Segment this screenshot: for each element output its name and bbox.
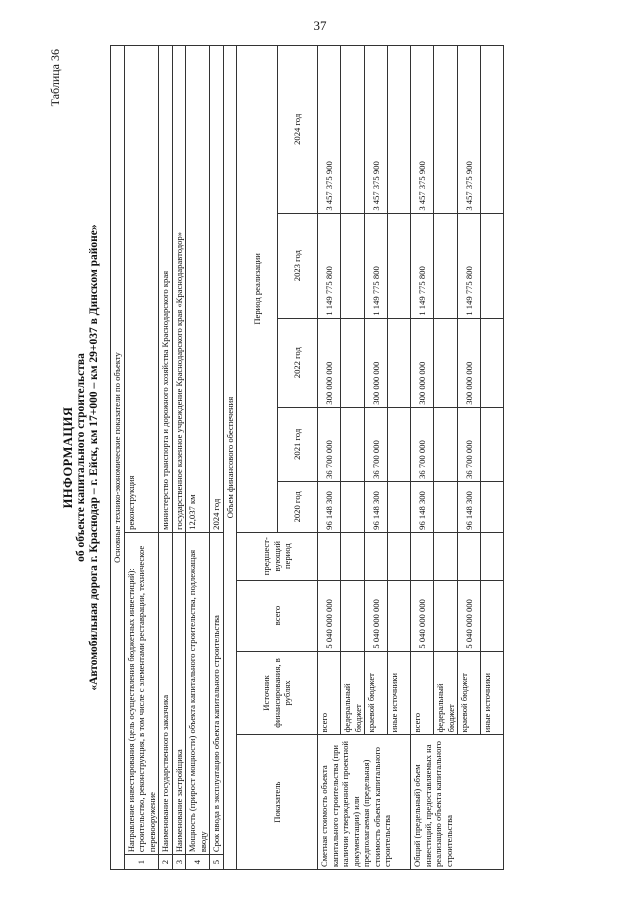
year-value-cell: 3 457 375 900 (365, 46, 388, 214)
row-number: 5 (210, 855, 224, 870)
total-cell (341, 580, 365, 651)
row-label: Наименование государственного заказчика (159, 532, 173, 854)
source-cell: федеральный бюджет (434, 651, 458, 735)
year-value-cell (434, 318, 458, 407)
year-value-cell: 3 457 375 900 (458, 46, 481, 214)
indicator-header: Показатель (237, 735, 318, 870)
title-line-1: ИНФОРМАЦИЯ (61, 406, 75, 509)
year-value-cell: 36 700 000 (411, 407, 434, 481)
total-cell (388, 580, 411, 651)
total-cell: 5 040 000 000 (411, 580, 434, 651)
total-cell (434, 580, 458, 651)
indicator-cell: Сметная стоимость объекта капитального строительства (при наличии утвержденной проектной документации) или предполагаемая (предельная) стоимость объекта капитального строительства (318, 735, 411, 870)
year-value-cell: 96 148 300 (411, 481, 434, 532)
previous-period-cell (365, 532, 388, 580)
year-value-cell (388, 407, 411, 481)
row-value: государственное казенное учреждение Краснодарского края «Краснодаравтодор» (172, 46, 186, 533)
year-value-cell (481, 213, 504, 318)
year-value-cell: 3 457 375 900 (411, 46, 434, 214)
year-value-cell (388, 318, 411, 407)
year-header: 2024 год (277, 46, 318, 214)
source-cell: всего (318, 651, 341, 735)
row-label: Наименование застройщика (172, 532, 186, 854)
indicator-cell: Общий (предельный) объем инвестиций, предоставляемых на реализацию объекта капитального строительства (411, 735, 504, 870)
previous-period-cell (434, 532, 458, 580)
year-value-cell (481, 46, 504, 214)
year-value-cell: 36 700 000 (318, 407, 341, 481)
row-label: Срок ввода в эксплуатацию объекта капитального строительства (210, 532, 224, 854)
row-value: 2024 год (210, 46, 224, 533)
previous-period-cell (318, 532, 341, 580)
year-header: 2020 год (277, 481, 318, 532)
row-number: 4 (186, 855, 210, 870)
row-label: Направление инвестирования (цель осуществления бюджетных инвестиций): строительство, реконструкция, в том числе с элементами реставрации, техническое перевооружение (124, 532, 159, 854)
total-cell: 5 040 000 000 (458, 580, 481, 651)
previous-period-cell (341, 532, 365, 580)
year-value-cell: 96 148 300 (458, 481, 481, 532)
year-value-cell: 3 457 375 900 (318, 46, 341, 214)
year-value-cell: 1 149 775 800 (365, 213, 388, 318)
year-value-cell (341, 481, 365, 532)
year-value-cell: 300 000 000 (411, 318, 434, 407)
rotated-content (40, 35, 620, 880)
year-value-cell: 300 000 000 (318, 318, 341, 407)
info-row (159, 46, 173, 870)
previous-period-cell (388, 532, 411, 580)
row-number: 3 (172, 855, 186, 870)
year-value-cell (388, 46, 411, 214)
period-header: Период реализации (237, 46, 278, 533)
table-number: Таблица 36 (48, 49, 62, 107)
year-header: 2022 год (277, 318, 318, 407)
section2-header: Объем финансового обеспечения (223, 46, 237, 870)
total-cell: 5 040 000 000 (365, 580, 388, 651)
info-row (186, 46, 210, 870)
previous-period-cell (481, 532, 504, 580)
year-header: 2023 год (277, 213, 318, 318)
year-header: 2021 год (277, 407, 318, 481)
year-value-cell: 1 149 775 800 (318, 213, 341, 318)
source-cell: федеральный бюджет (341, 651, 365, 735)
source-header: Источник финансирования, в рублях (237, 651, 318, 735)
year-value-cell: 96 148 300 (318, 481, 341, 532)
year-value-cell (341, 318, 365, 407)
year-value-cell (481, 318, 504, 407)
year-value-cell (434, 481, 458, 532)
section-header-row (111, 46, 125, 870)
year-value-cell (388, 213, 411, 318)
year-value-cell (341, 213, 365, 318)
section-header-row (223, 46, 237, 870)
year-value-cell: 300 000 000 (458, 318, 481, 407)
finance-row (411, 46, 434, 870)
row-value: 12,037 км (186, 46, 210, 533)
year-value-cell (341, 407, 365, 481)
year-value-cell (388, 481, 411, 532)
year-value-cell: 36 700 000 (458, 407, 481, 481)
info-table (110, 45, 504, 870)
row-number: 2 (159, 855, 173, 870)
year-value-cell (481, 481, 504, 532)
page-number: 37 (313, 18, 327, 33)
info-row (172, 46, 186, 870)
source-cell: краевой бюджет (458, 651, 481, 735)
year-value-cell (434, 213, 458, 318)
row-number: 1 (124, 855, 159, 870)
document-title (62, 35, 101, 880)
title-line-3: «Автомобильная дорога г. Краснодар – г. Ейск, км 17+000 – км 29+037 в Динском районе» (88, 224, 100, 691)
year-value-cell: 96 148 300 (365, 481, 388, 532)
year-value-cell (341, 46, 365, 214)
total-cell (481, 580, 504, 651)
year-value-cell (434, 407, 458, 481)
source-cell: иные источники (388, 651, 411, 735)
year-value-cell: 1 149 775 800 (458, 213, 481, 318)
source-cell: краевой бюджет (365, 651, 388, 735)
year-value-cell (434, 46, 458, 214)
title-line-2: об объекте капитального строительства (75, 353, 87, 562)
source-cell: иные источники (481, 651, 504, 735)
section1-header: Основные технико-экономические показатели по объекту (111, 46, 125, 870)
year-value-cell: 36 700 000 (365, 407, 388, 481)
row-value: реконструкция (124, 46, 159, 533)
source-cell: всего (411, 651, 434, 735)
total-cell: 5 040 000 000 (318, 580, 341, 651)
year-value-cell: 300 000 000 (365, 318, 388, 407)
year-value-cell: 1 149 775 800 (411, 213, 434, 318)
row-label: Мощность (прирост мощности) объекта капитального строительства, подлежащая вводу (186, 532, 210, 854)
total-header: всего (237, 580, 318, 651)
column-header-row (237, 46, 278, 870)
info-row (210, 46, 224, 870)
year-value-cell (481, 407, 504, 481)
info-row (124, 46, 159, 870)
previous-period-cell (458, 532, 481, 580)
previous-period-header: предшест-вующий период (237, 532, 318, 580)
previous-period-cell (411, 532, 434, 580)
finance-row (318, 46, 341, 870)
row-value: министерство транспорта и дорожного хозяйства Краснодарского края (159, 46, 173, 533)
